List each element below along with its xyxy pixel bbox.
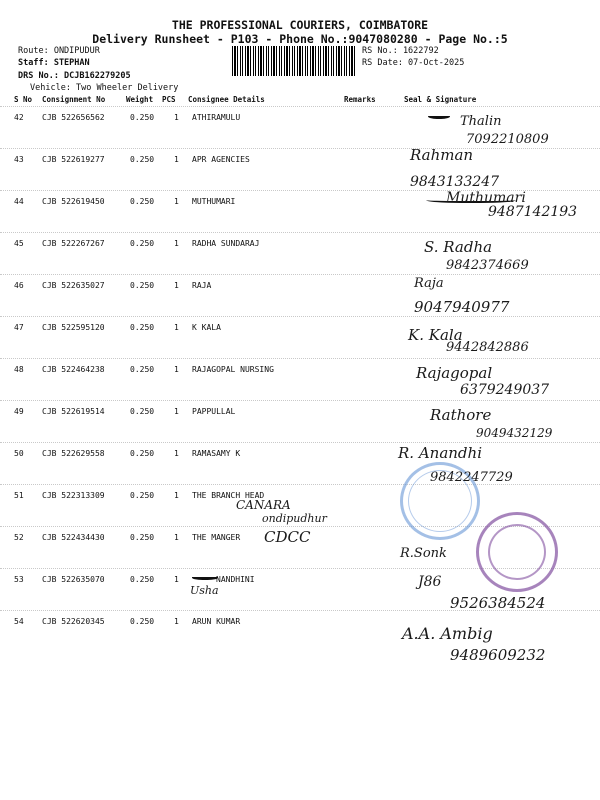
cell-weight: 0.250 [130,617,155,626]
cell-weight: 0.250 [130,491,155,500]
cell-consignment: CJB 522619277 [42,155,105,164]
strike-scribble [192,574,218,580]
handwritten-name: S. Radha [424,238,493,256]
cell-pcs: 1 [174,491,179,500]
cell-consignment: CJB 522595120 [42,323,105,332]
cell-consignment: CJB 522267267 [42,239,105,248]
cell-consignment: CJB 522619450 [42,197,105,206]
rs-date: RS Date: 07-Oct-2025 [362,58,465,68]
col-consignee: Consignee Details [188,95,265,104]
barcode [232,46,356,76]
cell-consignee: PAPPULLAL [192,407,236,416]
cell-sno: 42 [14,113,24,122]
cell-sno: 53 [14,575,24,584]
cell-consignment: CJB 522656562 [42,113,105,122]
handwritten-signature: J86 [418,574,442,590]
handwritten-phone: 9489609232 [450,646,546,664]
cell-sno: 46 [14,281,24,290]
cell-consignment: CJB 522620345 [42,617,105,626]
cell-pcs: 1 [174,281,179,290]
col-weight: Weight [126,95,154,104]
handwritten-phone: 7092210809 [466,132,549,147]
cell-consignment: CJB 522635027 [42,281,105,290]
rs-number: RS No.: 1622792 [362,46,439,56]
handwritten-phone: 6379249037 [460,382,550,398]
handwritten-signature: Raja [414,276,444,291]
cell-weight: 0.250 [130,113,155,122]
cell-consignee: NANDHINI [216,575,255,584]
cell-consignment: CJB 522629558 [42,449,105,458]
cell-pcs: 1 [174,155,179,164]
handwritten-name: K. Kala [408,326,463,344]
handwritten-remark: CANARA [236,498,291,512]
cell-weight: 0.250 [130,365,155,374]
cell-sno: 52 [14,533,24,542]
cell-sno: 43 [14,155,24,164]
cell-pcs: 1 [174,239,179,248]
handwritten-phone: 9526384524 [450,594,546,612]
handwritten-name: R. Anandhi [398,444,482,462]
cell-sno: 45 [14,239,24,248]
cell-consignee: THE BRANCH HEAD [192,491,265,500]
cell-consignee: RAJAGOPAL NURSING [192,365,274,374]
cell-consignee: RAJA [192,281,212,290]
cell-weight: 0.250 [130,323,155,332]
cell-pcs: 1 [174,365,179,374]
vehicle-label: Vehicle: Two Wheeler Delivery [30,83,179,93]
handwritten-phone: 9842247729 [430,470,513,485]
cell-weight: 0.250 [130,239,155,248]
cell-pcs: 1 [174,449,179,458]
col-sno: S No [14,95,33,104]
runsheet-title: Delivery Runsheet - P103 - Phone No.:9047080280 - Page No.:5 [92,32,508,46]
cell-consignee: RADHA SUNDARAJ [192,239,260,248]
drs-label: DRS No.: DCJB162279205 [18,71,131,81]
handwritten-phone: 9843133247 [410,174,500,190]
cell-weight: 0.250 [130,575,155,584]
cell-sno: 47 [14,323,24,332]
table-row [0,274,600,316]
handwritten-phone: 9047940977 [414,298,510,316]
cell-consignment: CJB 522313309 [42,491,105,500]
staff-label: Staff: STEPHAN [18,58,90,68]
cell-pcs: 1 [174,617,179,626]
table-row [0,148,600,190]
handwritten-name: Rahman [410,146,474,164]
signature-scribble [428,112,450,119]
company-title: THE PROFESSIONAL COURIERS, COIMBATORE [171,18,429,32]
cell-weight: 0.250 [130,281,155,290]
handwritten-signature: Muthumari [446,190,526,206]
cell-consignment: CJB 522635070 [42,575,105,584]
handwritten-name: A.A. Ambig [402,624,493,643]
handwritten-phone: 9442842886 [446,340,529,355]
cell-sno: 50 [14,449,24,458]
cell-consignee: ATHIRAMULU [192,113,241,122]
handwritten-signature: R.Sonk [400,546,447,561]
cell-pcs: 1 [174,533,179,542]
cell-pcs: 1 [174,197,179,206]
handwritten-phone: 9842374669 [446,258,529,273]
handwritten-name: Rathore [430,406,492,424]
cell-sno: 44 [14,197,24,206]
cell-weight: 0.250 [130,449,155,458]
handwritten-phone: 9049432129 [476,426,553,440]
cell-pcs: 1 [174,407,179,416]
cell-pcs: 1 [174,113,179,122]
cell-consignee: K KALA [192,323,221,332]
handwritten-signature: Rajagopal [416,364,493,382]
cell-pcs: 1 [174,323,179,332]
cell-pcs: 1 [174,575,179,584]
col-pcs: PCS [162,95,176,104]
cell-consignee: MUTHUMARI [192,197,236,206]
cell-weight: 0.250 [130,407,155,416]
cell-consignee: THE MANGER [192,533,241,542]
handwritten-remark: Usha [190,584,219,597]
cell-weight: 0.250 [130,533,155,542]
col-remarks: Remarks [344,95,376,104]
route-label: Route: ONDIPUDUR [18,46,100,56]
cell-consignment: CJB 522434430 [42,533,105,542]
cell-consignee: RAMASAMY K [192,449,241,458]
cell-weight: 0.250 [130,155,155,164]
cell-sno: 49 [14,407,24,416]
cell-consignee: ARUN KUMAR [192,617,241,626]
cell-weight: 0.250 [130,197,155,206]
cell-sno: 48 [14,365,24,374]
handwritten-remark: CDCC [264,528,311,546]
cell-consignee: APR AGENCIES [192,155,250,164]
cell-consignment: CJB 522619514 [42,407,105,416]
col-consignment: Consignment No [42,95,106,104]
handwritten-remark: ondipudhur [262,512,327,525]
col-seal-signature: Seal & Signature [404,95,477,104]
cell-sno: 54 [14,617,24,626]
cell-sno: 51 [14,491,24,500]
cell-consignment: CJB 522464238 [42,365,105,374]
handwritten-phone: 9487142193 [488,204,578,220]
seal-stamp-cdcc-inner [488,524,546,580]
handwritten-signature: Thalin [460,114,502,129]
